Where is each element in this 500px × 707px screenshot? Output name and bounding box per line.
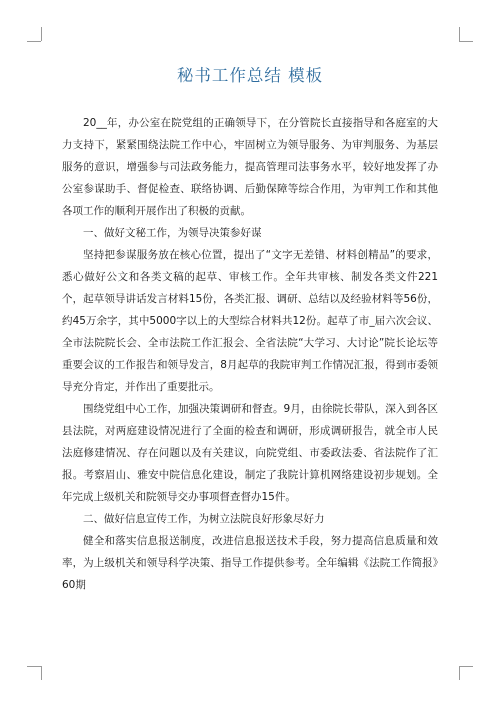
document-title: 秘书工作总结 模板 (176, 66, 324, 85)
paragraph-information: 健全和落实信息报送制度，改进信息报送技术手段，努力提高信息质量和效率，为上级机关和领导科学决策、指导工作提供参考。全年编辑《法院工作简报》60期 (62, 535, 438, 591)
document-body (62, 112, 438, 596)
section-heading-2: 二、做好信息宣传工作，为树立法院良好形象尽好力 (83, 513, 325, 525)
section-heading-1: 一、做好文秘工作，为领导决策参好谋 (83, 227, 262, 239)
paragraph-research: 围绕党组中心工作，加强决策调研和督查。9月，由徐院长带队，深入到各区县法院，对两庭建设情况进行了全面的检查和调研，形成调研报告，就全市人民法庭修建情况、存在问题以及有关建议，向院党组、市委政法委、省法院作了汇报。考察眉山、雅安中院信息化建设，制定了我院计算机网络建设初步规划。全年完成上级机关和院领导交办事项督查督办15件。 (62, 403, 438, 503)
paragraph-secretarial: 坚持把参谋服务放在核心位置，提出了“文字无差错、材料创精品”的要求，悉心做好公文和各类文稿的起草、审核工作。全年共审核、制发各类文件221个，起草领导讲话发言材料15份，各类汇报、调研、总结以及经验材料等56份，约45万余字，其中5000字以上的大型综合材料共12份。起草了市_届六次会议、全市法院院长会、全市法院工作汇报会、全省法院“大学习、大讨论”院长论坛等重要会议的工作报告和领导发言，8月起草的我院审判工作情况汇报，得到市委领导充分肯定，并作出了重要批示。 (62, 249, 438, 393)
paragraph-intro: 20__年，办公室在院党组的正确领导下，在分管院长直接指导和各庭室的大力支持下，紧紧围绕法院工作中心，牢固树立为领导服务、为审判服务、为基层服务的意识，增强参与司法政务能力，提高管理司法事务水平，较好地发挥了办公室参谋助手、督促检查、联络协调、后勤保障等综合作用，为审判工作和其他各项工作的顺利开展作出了积极的贡献。 (62, 117, 438, 217)
